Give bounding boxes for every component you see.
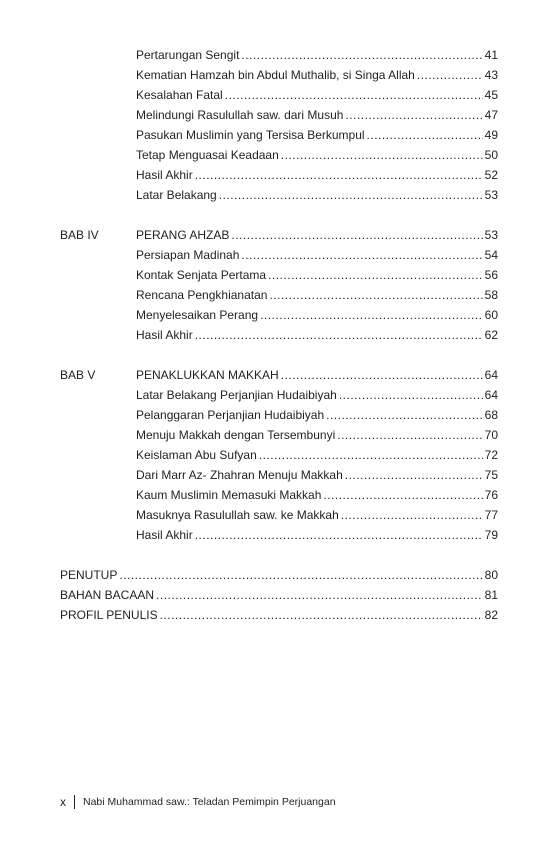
toc-entry-page: 43 [484, 68, 498, 82]
dot-leader [281, 145, 483, 165]
toc-entry-page: 50 [484, 148, 498, 162]
dot-leader [225, 85, 483, 105]
toc-back-matter-entry [60, 585, 498, 605]
toc-entry [60, 385, 498, 405]
dot-leader [417, 65, 483, 85]
toc-entry-page: 68 [484, 408, 498, 422]
toc-entry [60, 65, 498, 85]
dot-leader [269, 285, 482, 305]
chapter-page: 64 [484, 368, 498, 382]
dot-leader [195, 325, 483, 345]
toc-entry [60, 445, 498, 465]
chapter-title: PENAKLUKKAN MAKKAH [136, 368, 279, 382]
dot-leader [160, 605, 483, 625]
toc-entry [60, 525, 498, 545]
toc-entry [60, 325, 498, 345]
toc-entry [60, 505, 498, 525]
toc-entry [60, 245, 498, 265]
dot-leader [323, 485, 482, 505]
toc-group-b [60, 245, 498, 345]
dot-leader [156, 585, 483, 605]
section-spacer [60, 205, 498, 225]
toc-chapter-5 [60, 365, 498, 385]
toc-entry-title: PENUTUP [60, 568, 118, 582]
toc-entry-title: Kematian Hamzah bin Abdul Muthalib, si Singa Allah [136, 68, 415, 82]
toc-entry [60, 465, 498, 485]
dot-leader [341, 505, 483, 525]
toc-entry-page: 52 [484, 168, 498, 182]
dot-leader [367, 125, 483, 145]
toc-entry [60, 305, 498, 325]
dot-leader [119, 565, 482, 585]
running-title: Nabi Muhammad saw.: Teladan Pemimpin Perjuangan [83, 796, 336, 808]
dot-leader [195, 525, 483, 545]
toc-entry-page: 82 [484, 608, 498, 622]
toc-entry-page: 53 [484, 188, 498, 202]
toc-entry [60, 165, 498, 185]
dot-leader [326, 405, 483, 425]
toc-entry-title: Latar Belakang Perjanjian Hudaibiyah [136, 388, 337, 402]
toc-entry-page: 64 [484, 388, 498, 402]
toc-entry-page: 58 [484, 288, 498, 302]
toc-entry-title: Menuju Makkah dengan Tersembunyi [136, 428, 336, 442]
dot-leader [260, 305, 483, 325]
chapter-title: PERANG AHZAB [136, 228, 230, 242]
toc-entry [60, 125, 498, 145]
toc-entry-page: 47 [484, 108, 498, 122]
toc-entry [60, 105, 498, 125]
toc-entry-title: Masuknya Rasulullah saw. ke Makkah [136, 508, 339, 522]
toc-entry-title: Kontak Senjata Pertama [136, 268, 267, 282]
toc-entry-title: Pasukan Muslimin yang Tersisa Berkumpul [136, 128, 365, 142]
footer-divider [74, 795, 75, 809]
toc-chapter-4 [60, 225, 498, 245]
toc-back-matter-entry [60, 565, 498, 585]
dot-leader [345, 105, 482, 125]
dot-leader [231, 225, 482, 245]
chapter-page: 53 [484, 228, 498, 242]
chapter-label: BAB IV [60, 228, 99, 242]
toc-entry-title: PROFIL PENULIS [60, 608, 158, 622]
dot-leader [241, 45, 482, 65]
toc-entry-title: Pelanggaran Perjanjian Hudaibiyah [136, 408, 325, 422]
dot-leader [337, 425, 482, 445]
toc-entry [60, 285, 498, 305]
toc-entry-page: 72 [484, 448, 498, 462]
dot-leader [268, 265, 483, 285]
toc-entry-page: 60 [484, 308, 498, 322]
dot-leader [259, 445, 483, 465]
toc-entry-title: Menyelesaikan Perang [136, 308, 259, 322]
toc-entry-page: 62 [484, 328, 498, 342]
toc-back-matter [60, 565, 498, 625]
toc-entry-page: 54 [484, 248, 498, 262]
toc-entry-title: Latar Belakang [136, 188, 217, 202]
dot-leader [339, 385, 483, 405]
toc-entry-title: Keislaman Abu Sufyan [136, 448, 257, 462]
toc-entry-page: 79 [484, 528, 498, 542]
toc-group-a [60, 45, 498, 205]
dot-leader [241, 245, 482, 265]
page-footer [60, 795, 336, 809]
toc-entry-page: 76 [484, 488, 498, 502]
toc-entry-title: Hasil Akhir [136, 168, 193, 182]
toc-entry [60, 265, 498, 285]
toc-entry [60, 85, 498, 105]
toc-entry-page: 56 [484, 268, 498, 282]
dot-leader [219, 185, 483, 205]
toc-entry-page: 77 [484, 508, 498, 522]
toc-entry-title: Pertarungan Sengit [136, 48, 240, 62]
section-spacer [60, 345, 498, 365]
toc-back-matter-entry [60, 605, 498, 625]
toc-entry [60, 185, 498, 205]
toc-entry-page: 80 [484, 568, 498, 582]
page-number: x [60, 795, 66, 809]
toc-entry-page: 70 [484, 428, 498, 442]
toc-entry-page: 49 [484, 128, 498, 142]
toc-entry-page: 81 [484, 588, 498, 602]
toc-entry-title: Rencana Pengkhianatan [136, 288, 268, 302]
dot-leader [195, 165, 483, 185]
toc-entry-title: Hasil Akhir [136, 528, 193, 542]
toc-entry-title: Tetap Menguasai Keadaan [136, 148, 279, 162]
toc-group-c [60, 385, 498, 545]
chapter-label: BAB V [60, 368, 96, 382]
toc-entry [60, 45, 498, 65]
section-spacer [60, 545, 498, 565]
toc-entry-title: Melindungi Rasulullah saw. dari Musuh [136, 108, 344, 122]
table-of-contents [60, 45, 498, 625]
toc-entry [60, 405, 498, 425]
toc-entry-title: Dari Marr Az- Zhahran Menuju Makkah [136, 468, 343, 482]
toc-entry [60, 145, 498, 165]
toc-entry-title: Kesalahan Fatal [136, 88, 223, 102]
toc-entry-page: 45 [484, 88, 498, 102]
dot-leader [345, 465, 483, 485]
toc-entry [60, 425, 498, 445]
toc-entry [60, 485, 498, 505]
toc-entry-page: 75 [484, 468, 498, 482]
toc-entry-title: BAHAN BACAAN [60, 588, 155, 602]
toc-entry-title: Kaum Muslimin Memasuki Makkah [136, 488, 322, 502]
toc-entry-title: Persiapan Madinah [136, 248, 240, 262]
toc-entry-page: 41 [484, 48, 498, 62]
toc-entry-title: Hasil Akhir [136, 328, 193, 342]
dot-leader [281, 365, 483, 385]
